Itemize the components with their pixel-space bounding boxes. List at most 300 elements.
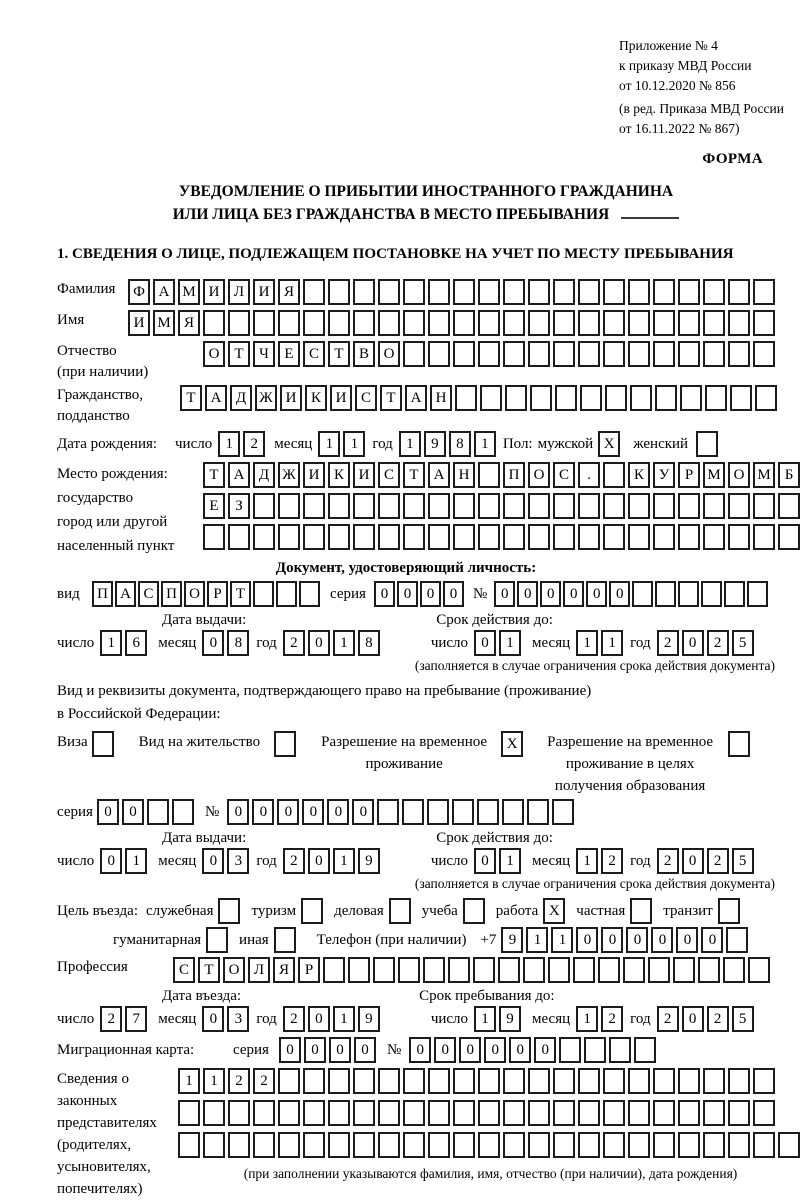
char-cell[interactable]: 0 [277,799,299,825]
char-cell[interactable]: 0 [374,581,395,607]
char-cell[interactable] [328,310,350,336]
char-cell[interactable] [603,1100,625,1126]
char-cell[interactable] [678,493,700,519]
char-cell[interactable]: 0 [329,1037,351,1063]
char-cell[interactable]: 0 [97,799,119,825]
char-cell[interactable] [701,581,722,607]
char-cell[interactable] [573,957,595,983]
char-cell[interactable] [323,957,345,983]
char-cell[interactable]: П [161,581,182,607]
char-cell[interactable]: 1 [601,630,623,656]
char-cell[interactable]: 1 [333,630,355,656]
char-cell[interactable] [530,385,552,411]
char-cell[interactable]: О [728,462,750,488]
char-cell[interactable]: 0 [202,630,224,656]
char-cell[interactable] [678,341,700,367]
char-cell[interactable]: 5 [732,848,754,874]
char-cell[interactable] [402,799,424,825]
char-cell[interactable]: И [203,279,225,305]
char-cell[interactable] [578,493,600,519]
char-cell[interactable]: Ч [253,341,275,367]
char-cell[interactable] [578,1068,600,1094]
char-cell[interactable] [378,493,400,519]
char-cell[interactable] [726,927,748,953]
char-cell[interactable] [528,1068,550,1094]
char-cell[interactable] [728,279,750,305]
char-cell[interactable]: 8 [358,630,380,656]
char-cell[interactable] [728,341,750,367]
char-cell[interactable]: . [578,462,600,488]
char-cell[interactable] [203,310,225,336]
char-cell[interactable]: 0 [474,848,496,874]
char-cell[interactable] [503,341,525,367]
char-cell[interactable] [453,310,475,336]
char-cell[interactable]: 0 [517,581,538,607]
char-cell[interactable] [728,310,750,336]
char-cell[interactable] [378,310,400,336]
char-cell[interactable] [609,1037,631,1063]
char-cell[interactable] [753,524,775,550]
char-cell[interactable] [728,493,750,519]
char-cell[interactable] [580,385,602,411]
char-cell[interactable]: С [553,462,575,488]
char-cell[interactable]: Т [180,385,202,411]
char-cell[interactable] [328,1100,350,1126]
char-cell[interactable] [553,1100,575,1126]
char-cell[interactable]: С [378,462,400,488]
char-cell[interactable] [373,957,395,983]
char-cell[interactable]: 0 [202,848,224,874]
char-cell[interactable] [503,310,525,336]
char-cell[interactable]: 2 [601,1006,623,1032]
char-cell[interactable] [632,581,653,607]
char-cell[interactable]: Б [778,462,800,488]
char-cell[interactable] [478,524,500,550]
char-cell[interactable] [528,279,550,305]
char-cell[interactable]: 1 [218,431,240,457]
char-cell[interactable]: 0 [279,1037,301,1063]
char-cell[interactable]: 0 [651,927,673,953]
char-cell[interactable] [528,524,550,550]
char-cell[interactable] [678,581,699,607]
char-cell[interactable]: Т [198,957,220,983]
char-cell[interactable]: В [353,341,375,367]
char-cell[interactable]: Т [403,462,425,488]
char-cell[interactable]: И [330,385,352,411]
char-cell[interactable]: 0 [563,581,584,607]
char-cell[interactable]: Л [228,279,250,305]
char-cell[interactable] [578,524,600,550]
checkbox[interactable] [301,898,323,924]
char-cell[interactable] [453,1132,475,1158]
char-cell[interactable] [278,310,300,336]
char-cell[interactable] [678,1132,700,1158]
char-cell[interactable]: Н [430,385,452,411]
char-cell[interactable]: 9 [358,848,380,874]
char-cell[interactable]: 0 [304,1037,326,1063]
char-cell[interactable] [578,1100,600,1126]
char-cell[interactable] [453,341,475,367]
char-cell[interactable]: Ж [278,462,300,488]
char-cell[interactable] [378,1100,400,1126]
char-cell[interactable] [502,799,524,825]
char-cell[interactable]: 0 [100,848,122,874]
char-cell[interactable]: 0 [354,1037,376,1063]
char-cell[interactable] [623,957,645,983]
char-cell[interactable] [648,957,670,983]
char-cell[interactable] [678,310,700,336]
char-cell[interactable]: 1 [100,630,122,656]
char-cell[interactable]: 2 [283,630,305,656]
char-cell[interactable] [403,279,425,305]
char-cell[interactable]: 0 [494,581,515,607]
char-cell[interactable] [553,493,575,519]
char-cell[interactable]: 1 [499,848,521,874]
char-cell[interactable]: 1 [333,848,355,874]
char-cell[interactable] [653,524,675,550]
char-cell[interactable] [378,1068,400,1094]
char-cell[interactable] [403,1068,425,1094]
char-cell[interactable] [603,310,625,336]
char-cell[interactable] [303,310,325,336]
char-cell[interactable]: К [305,385,327,411]
char-cell[interactable] [403,524,425,550]
char-cell[interactable] [578,310,600,336]
char-cell[interactable]: 1 [551,927,573,953]
char-cell[interactable] [478,279,500,305]
char-cell[interactable] [703,493,725,519]
char-cell[interactable]: 0 [682,630,704,656]
char-cell[interactable] [653,279,675,305]
char-cell[interactable]: М [703,462,725,488]
char-cell[interactable] [778,524,800,550]
char-cell[interactable] [555,385,577,411]
char-cell[interactable]: 3 [227,1006,249,1032]
char-cell[interactable]: 6 [125,630,147,656]
char-cell[interactable]: 9 [424,431,446,457]
char-cell[interactable] [653,341,675,367]
char-cell[interactable] [477,799,499,825]
char-cell[interactable] [653,1100,675,1126]
char-cell[interactable]: А [205,385,227,411]
char-cell[interactable] [724,581,745,607]
char-cell[interactable] [328,493,350,519]
char-cell[interactable] [473,957,495,983]
char-cell[interactable] [353,1100,375,1126]
char-cell[interactable] [678,1100,700,1126]
char-cell[interactable] [147,799,169,825]
char-cell[interactable] [503,493,525,519]
char-cell[interactable]: С [138,581,159,607]
char-cell[interactable]: 0 [609,581,630,607]
char-cell[interactable] [728,524,750,550]
char-cell[interactable]: 2 [657,1006,679,1032]
char-cell[interactable] [628,1068,650,1094]
char-cell[interactable]: Ф [128,279,150,305]
char-cell[interactable]: О [203,341,225,367]
char-cell[interactable]: 8 [227,630,249,656]
char-cell[interactable] [548,957,570,983]
char-cell[interactable]: 0 [676,927,698,953]
char-cell[interactable]: К [628,462,650,488]
char-cell[interactable] [503,1068,525,1094]
char-cell[interactable]: П [92,581,113,607]
char-cell[interactable]: 0 [534,1037,556,1063]
char-cell[interactable]: А [428,462,450,488]
char-cell[interactable]: Н [453,462,475,488]
char-cell[interactable]: 0 [484,1037,506,1063]
char-cell[interactable] [503,279,525,305]
temp-residence-checkbox[interactable]: X [501,731,523,757]
char-cell[interactable] [653,1132,675,1158]
char-cell[interactable] [403,341,425,367]
char-cell[interactable]: 5 [732,630,754,656]
char-cell[interactable] [498,957,520,983]
char-cell[interactable] [423,957,445,983]
char-cell[interactable] [353,1132,375,1158]
char-cell[interactable] [747,581,768,607]
char-cell[interactable] [634,1037,656,1063]
char-cell[interactable] [778,1132,800,1158]
char-cell[interactable] [653,310,675,336]
char-cell[interactable] [228,310,250,336]
char-cell[interactable] [299,581,320,607]
char-cell[interactable]: 1 [474,1006,496,1032]
char-cell[interactable]: 1 [576,848,598,874]
char-cell[interactable] [698,957,720,983]
char-cell[interactable] [328,279,350,305]
char-cell[interactable] [703,1100,725,1126]
char-cell[interactable] [673,957,695,983]
char-cell[interactable] [778,493,800,519]
checkbox[interactable]: X [543,898,565,924]
char-cell[interactable] [328,1068,350,1094]
char-cell[interactable]: 0 [434,1037,456,1063]
char-cell[interactable]: 0 [626,927,648,953]
char-cell[interactable] [403,310,425,336]
char-cell[interactable]: Е [278,341,300,367]
checkbox[interactable] [206,927,228,953]
char-cell[interactable] [278,1100,300,1126]
char-cell[interactable] [478,341,500,367]
char-cell[interactable]: 1 [125,848,147,874]
char-cell[interactable] [748,957,770,983]
char-cell[interactable] [528,1100,550,1126]
char-cell[interactable]: 9 [499,1006,521,1032]
char-cell[interactable] [628,1132,650,1158]
char-cell[interactable] [753,1132,775,1158]
char-cell[interactable] [703,341,725,367]
checkbox[interactable] [630,898,652,924]
char-cell[interactable] [753,310,775,336]
char-cell[interactable] [628,310,650,336]
char-cell[interactable] [203,524,225,550]
char-cell[interactable] [603,462,625,488]
char-cell[interactable]: У [653,462,675,488]
char-cell[interactable] [253,1100,275,1126]
char-cell[interactable] [553,1068,575,1094]
char-cell[interactable]: 0 [601,927,623,953]
char-cell[interactable] [528,493,550,519]
char-cell[interactable]: 0 [397,581,418,607]
char-cell[interactable]: 9 [501,927,523,953]
char-cell[interactable] [403,493,425,519]
char-cell[interactable]: Р [207,581,228,607]
char-cell[interactable] [523,957,545,983]
char-cell[interactable]: 0 [682,848,704,874]
char-cell[interactable] [478,1100,500,1126]
char-cell[interactable]: М [178,279,200,305]
char-cell[interactable]: 1 [399,431,421,457]
char-cell[interactable] [303,493,325,519]
sex-male-checkbox[interactable]: X [598,431,620,457]
char-cell[interactable]: Л [248,957,270,983]
char-cell[interactable] [753,341,775,367]
checkbox[interactable] [389,898,411,924]
char-cell[interactable] [428,341,450,367]
char-cell[interactable] [278,524,300,550]
char-cell[interactable] [584,1037,606,1063]
char-cell[interactable] [448,957,470,983]
char-cell[interactable] [528,310,550,336]
char-cell[interactable] [728,1068,750,1094]
char-cell[interactable]: 0 [701,927,723,953]
temp-residence-edu-checkbox[interactable] [728,731,750,757]
char-cell[interactable]: 0 [459,1037,481,1063]
char-cell[interactable]: 1 [203,1068,225,1094]
char-cell[interactable] [505,385,527,411]
char-cell[interactable] [453,1100,475,1126]
char-cell[interactable]: 2 [707,630,729,656]
char-cell[interactable] [653,493,675,519]
char-cell[interactable] [730,385,752,411]
char-cell[interactable] [353,524,375,550]
char-cell[interactable]: 0 [308,848,330,874]
char-cell[interactable] [353,1068,375,1094]
char-cell[interactable] [655,385,677,411]
char-cell[interactable]: А [405,385,427,411]
char-cell[interactable] [603,341,625,367]
char-cell[interactable] [553,279,575,305]
char-cell[interactable]: 0 [420,581,441,607]
char-cell[interactable] [452,799,474,825]
char-cell[interactable]: О [378,341,400,367]
char-cell[interactable] [755,385,777,411]
char-cell[interactable] [527,799,549,825]
char-cell[interactable] [353,493,375,519]
char-cell[interactable]: 3 [227,848,249,874]
char-cell[interactable]: 0 [474,630,496,656]
char-cell[interactable] [428,310,450,336]
char-cell[interactable] [705,385,727,411]
char-cell[interactable] [253,493,275,519]
char-cell[interactable] [578,279,600,305]
char-cell[interactable] [680,385,702,411]
char-cell[interactable] [603,1068,625,1094]
char-cell[interactable] [528,341,550,367]
char-cell[interactable]: 7 [125,1006,147,1032]
char-cell[interactable]: 2 [243,431,265,457]
char-cell[interactable]: И [303,462,325,488]
char-cell[interactable] [503,1100,525,1126]
char-cell[interactable]: 0 [509,1037,531,1063]
char-cell[interactable] [428,524,450,550]
checkbox[interactable] [463,898,485,924]
char-cell[interactable]: Т [230,581,251,607]
char-cell[interactable] [278,1132,300,1158]
char-cell[interactable] [378,279,400,305]
char-cell[interactable]: Т [380,385,402,411]
char-cell[interactable] [478,310,500,336]
char-cell[interactable] [528,1132,550,1158]
char-cell[interactable] [455,385,477,411]
char-cell[interactable] [276,581,297,607]
char-cell[interactable] [628,341,650,367]
char-cell[interactable]: 1 [178,1068,200,1094]
char-cell[interactable] [553,341,575,367]
char-cell[interactable]: С [355,385,377,411]
char-cell[interactable] [378,1132,400,1158]
char-cell[interactable]: 1 [576,630,598,656]
char-cell[interactable] [228,524,250,550]
char-cell[interactable] [228,1100,250,1126]
char-cell[interactable] [253,310,275,336]
char-cell[interactable] [228,1132,250,1158]
char-cell[interactable] [253,581,274,607]
char-cell[interactable] [303,279,325,305]
char-cell[interactable]: К [328,462,350,488]
char-cell[interactable] [478,1132,500,1158]
char-cell[interactable] [630,385,652,411]
char-cell[interactable] [478,493,500,519]
char-cell[interactable] [503,524,525,550]
char-cell[interactable] [703,1068,725,1094]
char-cell[interactable]: И [253,279,275,305]
char-cell[interactable]: И [353,462,375,488]
char-cell[interactable] [453,279,475,305]
char-cell[interactable] [753,279,775,305]
char-cell[interactable]: С [303,341,325,367]
char-cell[interactable] [753,1068,775,1094]
char-cell[interactable] [303,524,325,550]
char-cell[interactable] [427,799,449,825]
char-cell[interactable] [628,493,650,519]
char-cell[interactable]: О [528,462,550,488]
char-cell[interactable] [653,1068,675,1094]
char-cell[interactable] [678,279,700,305]
char-cell[interactable]: 5 [732,1006,754,1032]
char-cell[interactable]: 2 [657,848,679,874]
char-cell[interactable] [628,279,650,305]
char-cell[interactable] [428,1100,450,1126]
char-cell[interactable] [353,279,375,305]
char-cell[interactable] [503,1132,525,1158]
sex-female-checkbox[interactable] [696,431,718,457]
char-cell[interactable] [703,524,725,550]
checkbox[interactable] [274,927,296,953]
residence-permit-checkbox[interactable] [274,731,296,757]
char-cell[interactable]: 2 [657,630,679,656]
char-cell[interactable]: 0 [308,1006,330,1032]
char-cell[interactable] [353,310,375,336]
char-cell[interactable] [203,1132,225,1158]
char-cell[interactable] [703,279,725,305]
char-cell[interactable] [603,1132,625,1158]
char-cell[interactable] [678,524,700,550]
char-cell[interactable]: Я [278,279,300,305]
char-cell[interactable]: 1 [499,630,521,656]
char-cell[interactable] [628,1100,650,1126]
